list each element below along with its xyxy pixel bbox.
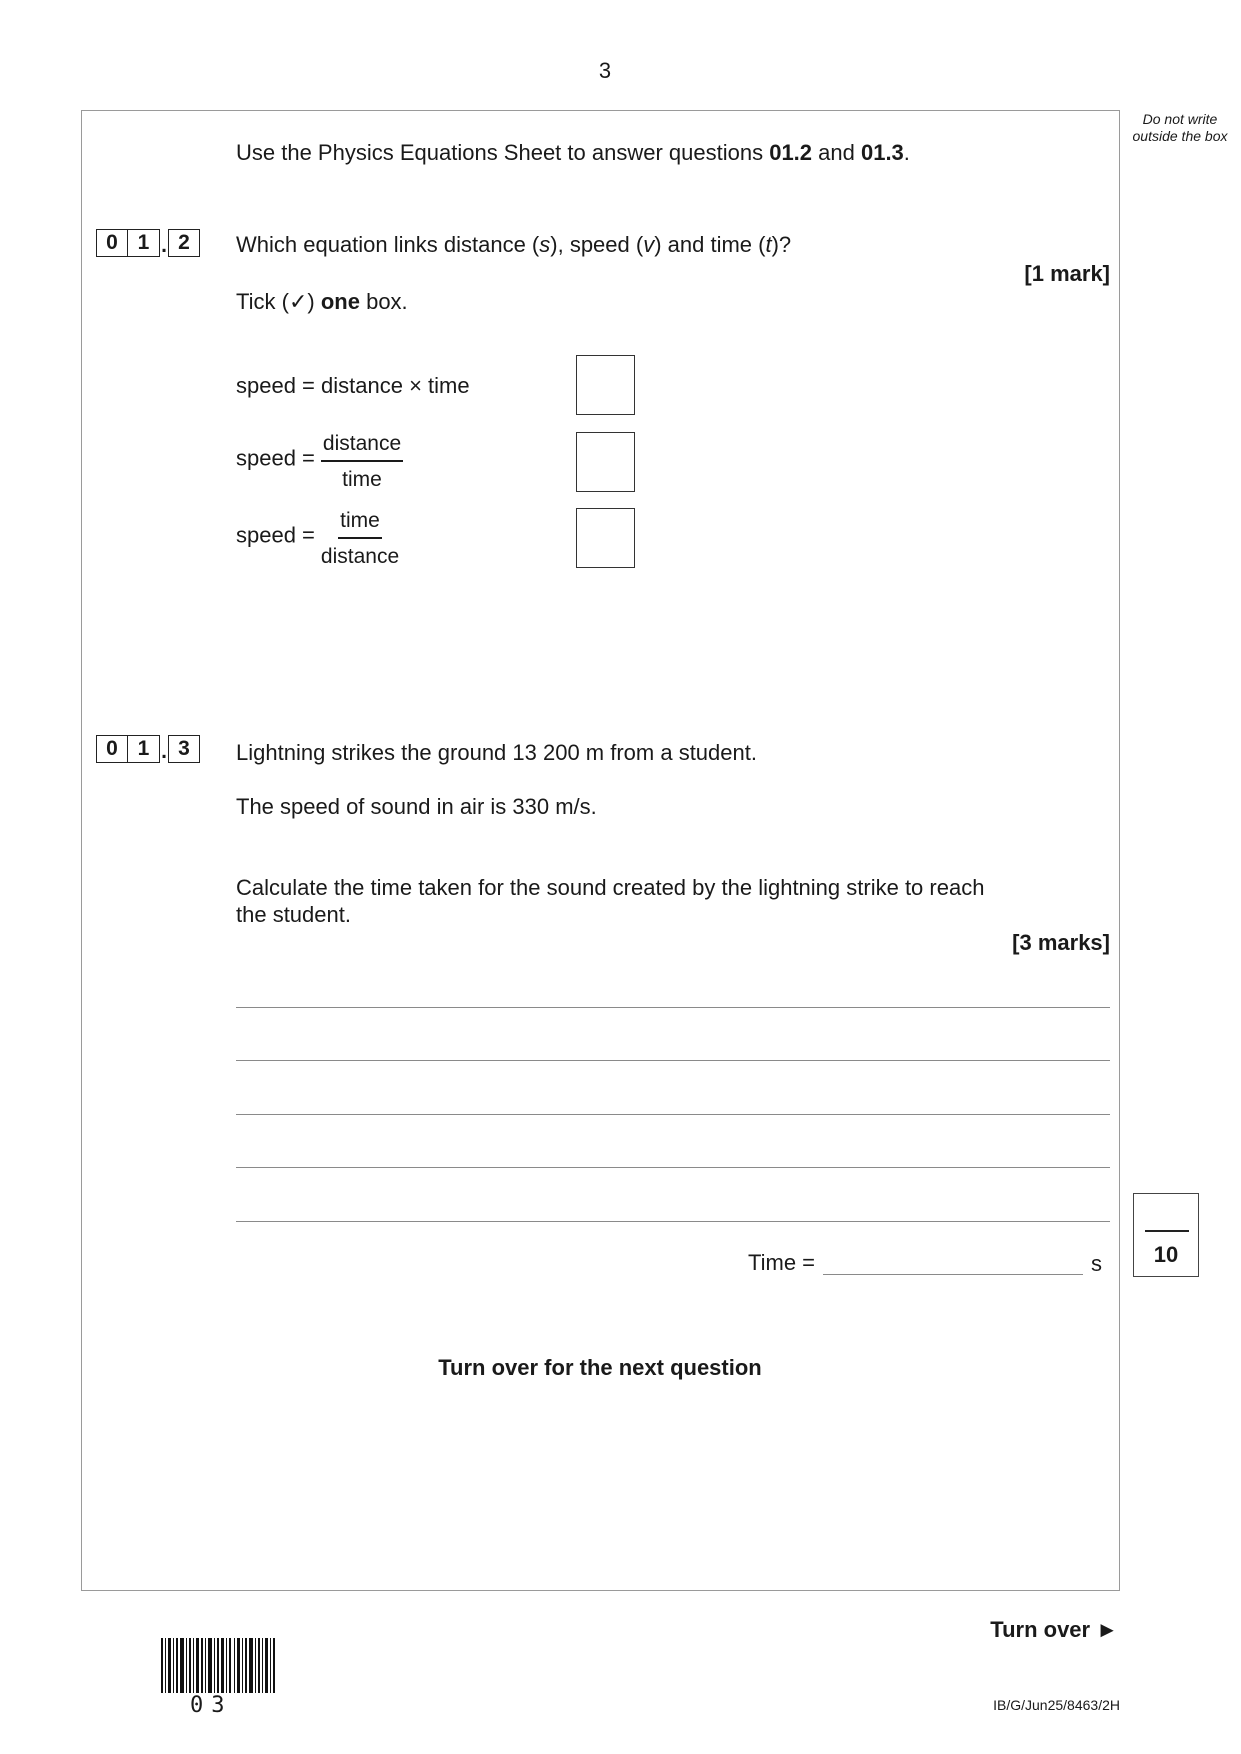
- option-3-checkbox[interactable]: [576, 508, 635, 568]
- question-text: [236, 231, 791, 258]
- fraction-denominator: time: [342, 468, 382, 491]
- barcode-icon: [161, 1638, 275, 1693]
- tick-instruction-emphasis: one: [320, 289, 360, 314]
- question-text-part: ), speed (: [550, 232, 644, 257]
- option-2-equation: [236, 431, 403, 492]
- answer-line[interactable]: [236, 1007, 1110, 1008]
- turn-over-label: Turn over ►: [990, 1617, 1118, 1642]
- tick-instruction-text: Tick (: [236, 289, 289, 314]
- answer-line[interactable]: [236, 1060, 1110, 1061]
- intro-text: Use the Physics Equations Sheet to answer questions: [236, 140, 770, 165]
- answer-label: Time =: [748, 1250, 816, 1275]
- tick-instruction: [236, 288, 408, 315]
- fraction-numerator: distance: [321, 431, 403, 462]
- answer-line[interactable]: [236, 1114, 1110, 1115]
- symbol-t: t: [765, 232, 772, 257]
- fraction: [321, 508, 399, 569]
- page-score-box: [1133, 1193, 1199, 1277]
- question-text-line-1: Lightning strikes the ground 13 200 m from a student.: [236, 740, 757, 765]
- option-2-checkbox[interactable]: [576, 432, 635, 492]
- score-blank-line: [1145, 1230, 1189, 1232]
- question-text-line-2: The speed of sound in air is 330 m/s.: [236, 794, 597, 819]
- intro-question-ref: 01.3: [860, 140, 904, 165]
- question-text-line-3: Calculate the time taken for the sound created by the lightning strike to reach: [236, 875, 985, 900]
- answer-line[interactable]: [236, 1221, 1110, 1222]
- question-separator: .: [161, 740, 167, 763]
- question-digit: 2: [168, 229, 200, 257]
- fraction-numerator: time: [338, 508, 382, 539]
- question-text-part: ) and time (: [654, 232, 766, 257]
- option-1-label: speed = distance × time: [236, 373, 470, 398]
- answer-line[interactable]: [236, 1167, 1110, 1168]
- answer-unit: s: [1091, 1251, 1102, 1276]
- symbol-v: v: [643, 232, 655, 257]
- symbol-s: s: [539, 232, 551, 257]
- question-digit: 0: [96, 229, 128, 257]
- question-number-01-2: [96, 229, 200, 257]
- fraction: [321, 431, 403, 492]
- turn-over-next-question: Turn over for the next question: [438, 1355, 762, 1380]
- question-separator: .: [161, 234, 167, 257]
- tick-instruction-text: ): [307, 289, 321, 314]
- option-3-label: speed =: [236, 522, 315, 548]
- time-answer-field[interactable]: [823, 1274, 1083, 1275]
- question-digit: 0: [96, 735, 128, 763]
- intro-text: .: [903, 140, 910, 165]
- margin-note: Do not write outside the box: [1132, 111, 1228, 144]
- question-number-01-3: [96, 735, 200, 763]
- score-total: 10: [1153, 1242, 1179, 1267]
- option-1-checkbox[interactable]: [576, 355, 635, 415]
- intro-question-ref: 01.2: [769, 140, 813, 165]
- question-digit: 1: [128, 735, 160, 763]
- page-number: 3: [598, 58, 612, 83]
- barcode-number: 03: [190, 1693, 233, 1718]
- marks-label: [1 mark]: [1024, 261, 1110, 286]
- question-text-line-4: the student.: [236, 902, 351, 927]
- tick-instruction-text: box.: [359, 289, 408, 314]
- marks-label: [3 marks]: [1012, 930, 1110, 955]
- question-digit: 3: [168, 735, 200, 763]
- option-2-label: speed =: [236, 445, 315, 471]
- paper-reference-code: IB/G/Jun25/8463/2H: [993, 1697, 1120, 1713]
- question-text-part: )?: [771, 232, 792, 257]
- question-digit: 1: [128, 229, 160, 257]
- intro-text: and: [812, 140, 861, 165]
- question-text-part: Which equation links distance (: [236, 232, 540, 257]
- intro-instruction: [236, 139, 910, 166]
- option-3-equation: [236, 508, 399, 569]
- tick-mark-icon: ✓: [288, 289, 308, 314]
- fraction-denominator: distance: [320, 545, 400, 568]
